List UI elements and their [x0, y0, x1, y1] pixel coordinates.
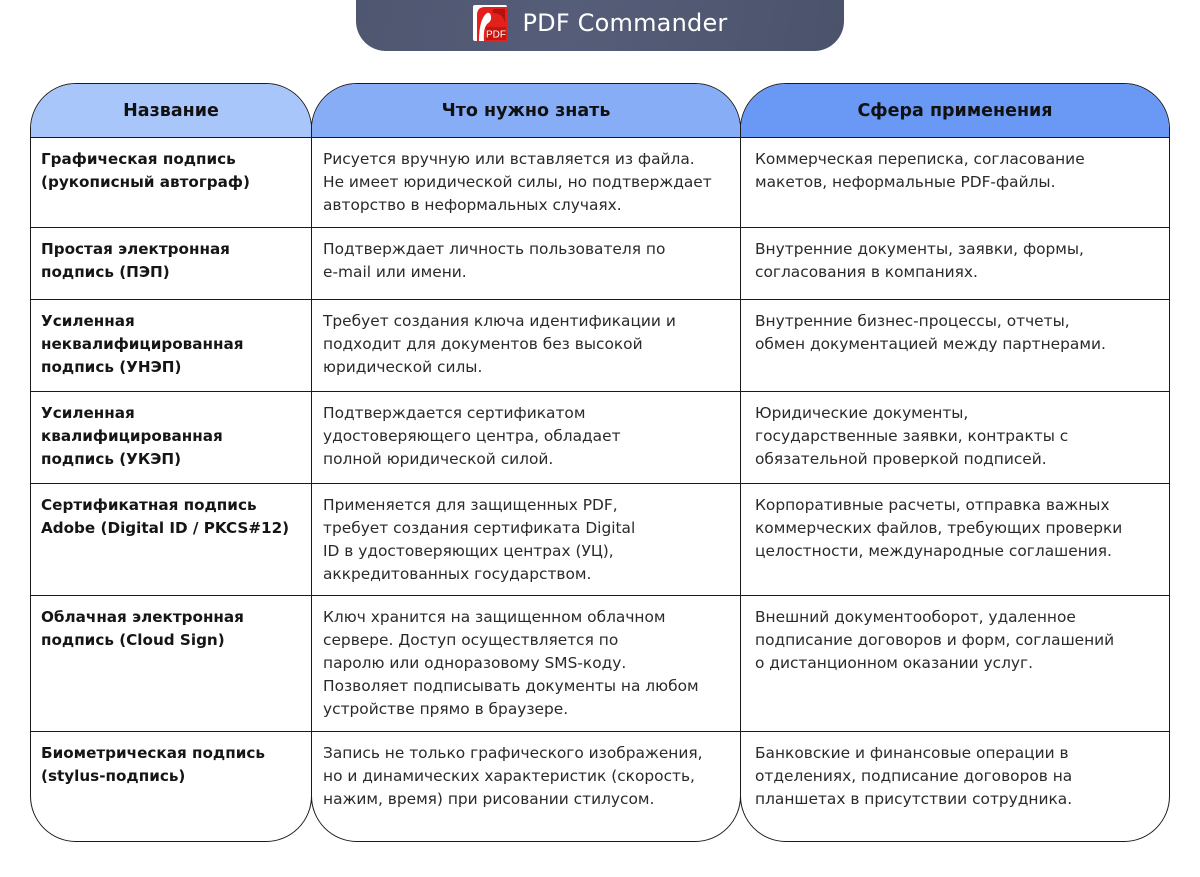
info-cell-line: Требует создания ключа идентификации и [323, 312, 676, 330]
brand-banner [356, 0, 844, 51]
info-cell-line: юридической силы. [323, 358, 483, 376]
info-cell-line: e-mail или имени. [323, 263, 467, 281]
info-cell [312, 596, 740, 732]
info-cell-line: Ключ хранится на защищенном облачном [323, 608, 666, 626]
scope-cell-line: Юридические документы, [755, 404, 969, 422]
scope-cell-line: Внешний документооборот, удаленное [755, 608, 1076, 626]
column-name [30, 83, 312, 842]
info-cell-line: Рисуется вручную или вставляется из файла. [323, 150, 695, 168]
brand-name: PDF Commander [522, 9, 728, 37]
name-cell-line: квалифицированная [41, 427, 223, 445]
name-cell-line: неквалифицированная [41, 335, 244, 353]
info-cell-line: авторство в неформальных случаях. [323, 196, 622, 214]
scope-cell-line: Банковские и финансовые операции в [755, 744, 1069, 762]
info-cell [312, 732, 740, 842]
info-cell-line: Применяется для защищенных PDF, [323, 496, 618, 514]
logo-pdf-text: PDF [485, 29, 506, 41]
name-cell-line: подпись (УКЭП) [41, 450, 182, 468]
column-header-scope: Сфера применения [741, 84, 1169, 138]
scope-cell-line: целостности, международные соглашения. [755, 542, 1112, 560]
scope-cell [741, 484, 1169, 596]
name-cell-line: подпись (Cloud Sign) [41, 631, 225, 649]
scope-cell [741, 596, 1169, 732]
name-cell-line: Графическая подпись [41, 150, 236, 168]
info-cell-line: полной юридической силой. [323, 450, 554, 468]
scope-cell-line: государственные заявки, контракты с [755, 427, 1069, 445]
scope-cell-line: коммерческих файлов, требующих проверки [755, 519, 1123, 537]
scope-cell [741, 138, 1169, 228]
scope-cell [741, 228, 1169, 300]
column-header-name: Название [31, 84, 311, 138]
scope-cell-line: обмен документацией между партнерами. [755, 335, 1106, 353]
info-cell [312, 392, 740, 484]
scope-cell-line: обязательной проверкой подписей. [755, 450, 1047, 468]
info-cell-line: но и динамических характеристик (скорость, [323, 767, 695, 785]
info-cell-line: Позволяет подписывать документы на любом [323, 677, 699, 695]
name-cell [31, 138, 311, 228]
scope-cell-line: макетов, неформальные PDF-файлы. [755, 173, 1056, 191]
info-cell-line: Подтверждается сертификатом [323, 404, 586, 422]
name-cell [31, 392, 311, 484]
scope-cell-line: Корпоративные расчеты, отправка важных [755, 496, 1110, 514]
name-cell-line: Adobe (Digital ID / PKCS#12) [41, 519, 290, 537]
name-cell-line: подпись (ПЭП) [41, 263, 170, 281]
name-cell [31, 732, 311, 842]
info-cell-line: паролю или одноразовому SMS-коду. [323, 654, 627, 672]
info-cell-line: аккредитованных государством. [323, 565, 592, 583]
name-cell-line: (рукописный автограф) [41, 173, 250, 191]
scope-cell-line: Внутренние документы, заявки, формы, [755, 240, 1084, 258]
name-cell-line: Биометрическая подпись [41, 744, 265, 762]
scope-cell [741, 732, 1169, 842]
info-cell-line: Подтверждает личность пользователя по [323, 240, 666, 258]
name-cell-line: Усиленная [41, 312, 135, 330]
name-cell-line: подпись (УНЭП) [41, 358, 182, 376]
info-cell [312, 138, 740, 228]
info-cell-line: подходит для документов без высокой [323, 335, 643, 353]
info-cell-line: устройстве прямо в браузере. [323, 700, 569, 718]
info-cell-line: ID в удостоверяющих центрах (УЦ), [323, 542, 614, 560]
name-cell-line: Сертификатная подпись [41, 496, 257, 514]
name-cell [31, 484, 311, 596]
name-cell [31, 300, 311, 392]
info-cell-line: удостоверяющего центра, обладает [323, 427, 621, 445]
column-info [311, 83, 741, 842]
scope-cell-line: согласования в компаниях. [755, 263, 978, 281]
info-cell [312, 484, 740, 596]
name-cell-line: (stylus-подпись) [41, 767, 186, 785]
name-cell [31, 228, 311, 300]
info-cell-line: Запись не только графического изображения, [323, 744, 703, 762]
scope-cell [741, 300, 1169, 392]
name-cell-line: Усиленная [41, 404, 135, 422]
scope-cell-line: Внутренние бизнес-процессы, отчеты, [755, 312, 1070, 330]
pdf-commander-logo-icon [473, 5, 507, 41]
column-header-info: Что нужно знать [312, 84, 740, 138]
scope-cell-line: отделениях, подписание договоров на [755, 767, 1073, 785]
scope-cell-line: подписание договоров и форм, соглашений [755, 631, 1115, 649]
scope-cell [741, 392, 1169, 484]
info-cell-line: сервере. Доступ осуществляется по [323, 631, 619, 649]
column-scope [740, 83, 1170, 842]
scope-cell-line: планшетах в присутствии сотрудника. [755, 790, 1073, 808]
info-cell-line: Не имеет юридической силы, но подтверждает [323, 173, 712, 191]
name-cell-line: Облачная электронная [41, 608, 244, 626]
info-cell-line: нажим, время) при рисовании стилусом. [323, 790, 655, 808]
info-cell-line: требует создания сертификата Digital [323, 519, 636, 537]
scope-cell-line: о дистанционном оказании услуг. [755, 654, 1034, 672]
name-cell-line: Простая электронная [41, 240, 230, 258]
info-cell [312, 228, 740, 300]
name-cell [31, 596, 311, 732]
info-cell [312, 300, 740, 392]
scope-cell-line: Коммерческая переписка, согласование [755, 150, 1085, 168]
